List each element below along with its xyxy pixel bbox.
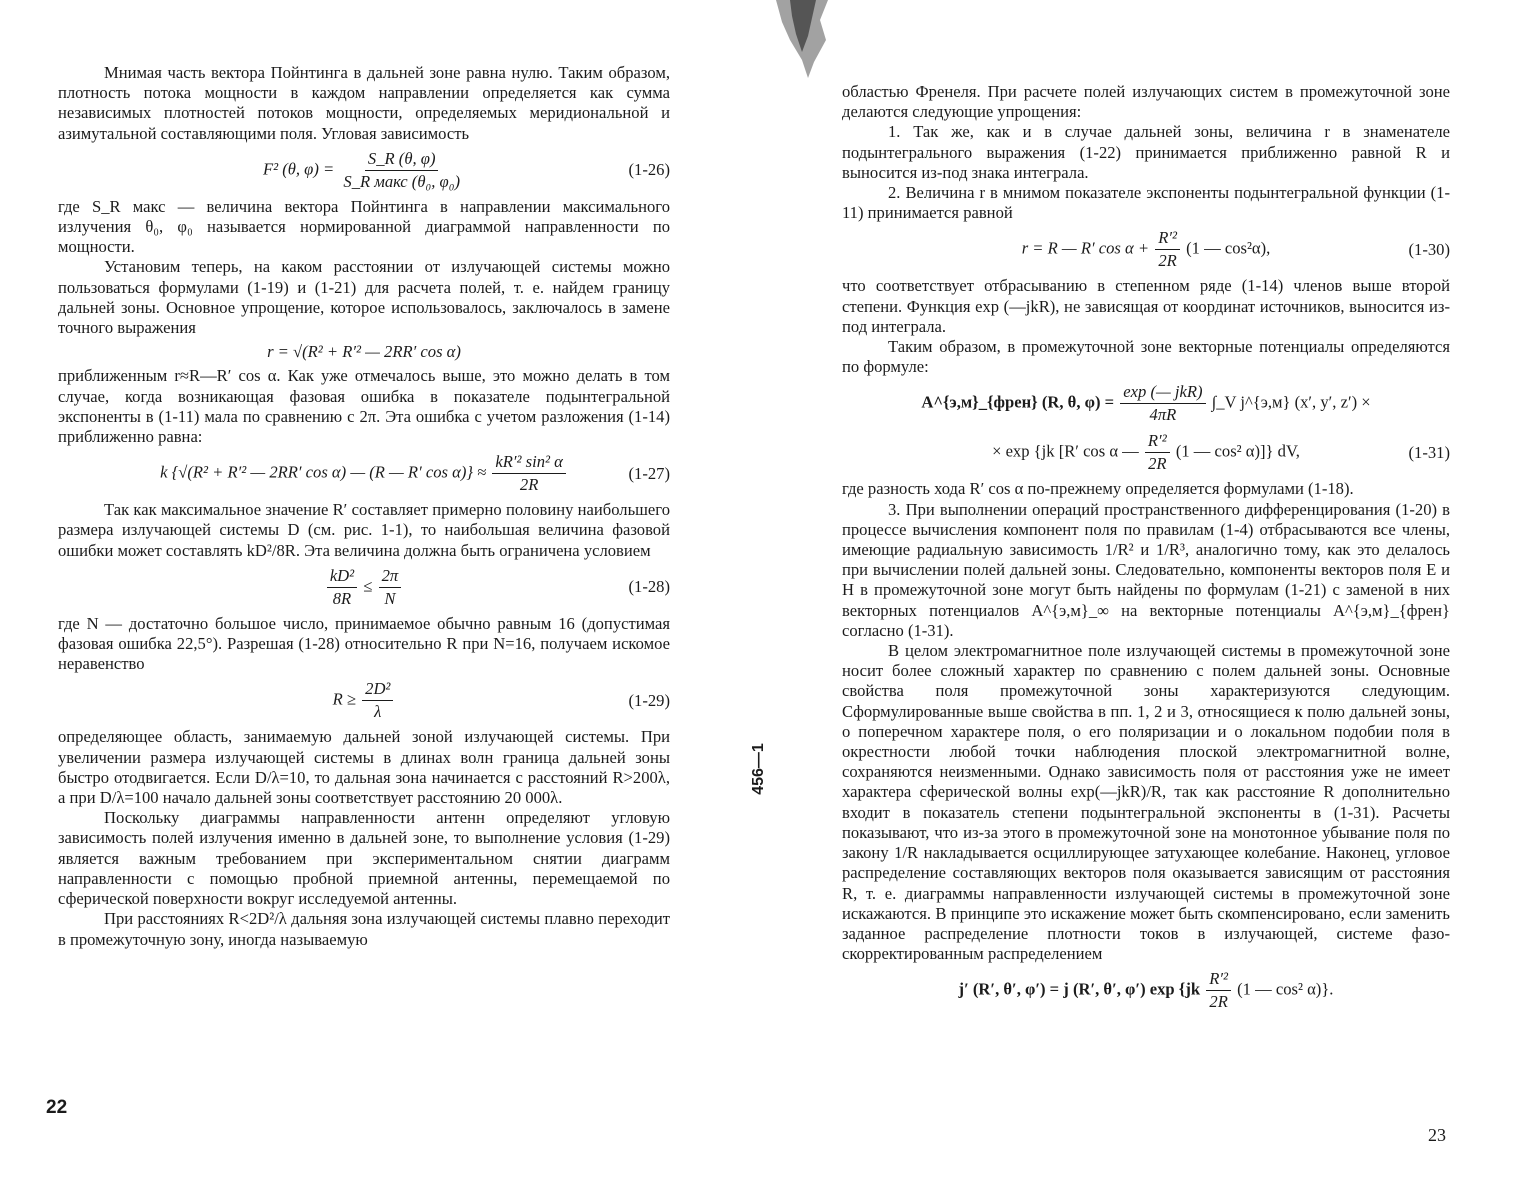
equation-1-31-line-2: × exp {jk [R′ cos α — $\frac{\text{R′²}}{2R}$ (1 — cos² α)]} dV, (1-31) [992, 431, 1450, 474]
page-number-right: 23 [1428, 1125, 1446, 1145]
paragraph: где N — достаточно большое число, принимаемое обычно равным 16 (допустимая фазовая ошибка 22,5°). Разрешая (1-28) относительно R при N=16, получаем искомое неравенство [58, 613, 670, 674]
paragraph: что соответствует отбрасыванию в степенном ряде (1-14) членов выше второй степени. Функция exp (—jkR), не зависящая от координат источников, выносится из-под интеграла. [842, 276, 1450, 336]
paragraph: приближенным r≈R—R′ cos α. Как уже отмечалось выше, это можно делать в том случае, когда возникающая фазовая ошибка в показателе подынтегральной экспоненты в (1-11) мала по сравнению с 2π. Эта ошибка с учетом разложения (1-14) приближенно равна: [58, 366, 670, 447]
paragraph: 3. При выполнении операций пространственного дифференцирования (1-20) в процессе вычисления компонент поля по правилам (1-4) отбрасываются все члены, имеющие радиальную зависимость 1/R² и 1/R³, аналогично тому, как это делалось при вычислении полей дальней зоны. Следовательно, компоненты векторов поля E и H в промежуточной зоне могут быть найдены по формулам (1-21) с заменой в них векторных потенциалов A^{э,м}_∞ на векторные потенциалы A^{э,м}_{френ} согласно (1-31). [842, 499, 1450, 640]
paragraph: Таким образом, в промежуточной зоне векторные потенциалы определяются по формуле: [842, 337, 1450, 377]
page-number-left: 22 [46, 1097, 68, 1118]
equation-number: (1-26) [628, 160, 670, 180]
right-page [760, 0, 1534, 1200]
right-text-column [842, 82, 1450, 1017]
paragraph: 1. Так же, как и в случае дальней зоны, величина r в знаменателе подынтегрального выражения (1-22) принимается приближенно равной R и выносится из-под знака интеграла. [842, 122, 1450, 182]
equation-1-31-line-1: A^{э,м}_{френ} (R, θ, φ) = $\frac{\text{exp (— jkR)}}{4\pi R}$ ∫_V j^{э,м} (x′, y′, z′) × [921, 382, 1371, 425]
equation-1-29: R ≥ $\frac{\text{2D²}}{\lambda}$ (1-29) [332, 679, 670, 722]
paragraph: где разность хода R′ cos α по-прежнему определяется формулами (1-18). [842, 479, 1354, 499]
paragraph: Так как максимальное значение R′ составляет примерно половину наибольшего размера излучающей системы D (см. рис. 1-1), то наибольшая величина фазовой ошибки может составлять kD²/8R. Эта величина должна быть ограничена условием [58, 500, 670, 560]
paragraph: Поскольку диаграммы направленности антенн определяют угловую зависимость полей излучения именно в дальней зоне, то выполнение условия (1-29) является важным требованием при экспериментальном снятии диаграмм направленности с помощью пробной приемной антенны, перемещаемой по сферической поверхности вокруг исследуемой антенны. [58, 808, 670, 909]
paragraph: В целом электромагнитное поле излучающей системы в промежуточной зоне носит более сложный характер по сравнению с полем дальней зоны. Основные свойства поля промежуточной зоны характеризуются следующим. Сформулированные выше свойства в пп. 1, 2 и 3, относящиеся к полю дальней зоны, о поперечном характере поля, о его поляризации и о локальном подобии поля в окрестности любой точки наблюдения плоской электромагнитной волне, сохраняются неизменными. Однако зависимость поля от расстояния уже не имеет характера сферической волны exp(—jkR)/R, так как расстояние R дополнительно входит в показатель степени подынтегральной экспоненты в (1-31). Расчеты показывают, что из-за этого в промежуточной зоне на монотонное убывание поля по закону 1/R накладывается осциллирующее затухающее колебание. Наконец, угловое распределение составляющих векторов поля оказывается зависящим от расстояния R, т. е. диаграммы направленности излучающей системы в промежуточной зоне искажаются. В принципе это искажение может быть скомпенсировано, если заменить заданное распределение плотности токов в излучающей, системе фазо-скорректированным распределением [842, 641, 1450, 964]
paragraph: Мнимая часть вектора Пойнтинга в дальней зоне равна нулю. Таким образом, плотность потока мощности в каждом направлении определяется как сумма независимых плотностей потоков мощности, определяемых меридиональной и азимутальной составляющими поля. Угловая зависимость [58, 63, 670, 143]
equation-number: (1-30) [1408, 239, 1450, 259]
equation-number: (1-28) [628, 577, 670, 597]
left-text-column [58, 63, 670, 950]
equation-1-27: k {√(R² + R′² — 2RR′ cos α) — (R — R′ cos α)} ≈ $\frac{\text{kR′² sin² α}}{2R}$ (1-27) [160, 452, 670, 495]
equation-1-26: F² (θ, φ) = $\frac{S\_R (\theta, \varphi)}{\text{S\_R макс (θ₀, φ₀)}}$ (1-26) [262, 148, 670, 191]
paragraph: определяющее область, занимаемую дальней зоной излучающей системы. При увеличении размера излучающей системы в длинах волн граница дальней зоны быстро отодвигается. Если D/λ=10, то дальная зона начинается с расстояний R>200λ, а при D/λ=100 начало дальней зоны соответствует расстоянию 20 000λ. [58, 727, 670, 808]
paragraph: Установим теперь, на каком расстоянии от излучающей системы можно пользоваться формулами (1-19) и (1-21) для расчета полей, т. е. найдем границу дальней зоны. Основное упрощение, которое использовалось, заключалось в замене точного выражения [58, 257, 670, 338]
paragraph: областью Френеля. При расчете полей излучающих систем в промежуточной зоне делаются следующие упрощения: [842, 82, 1450, 122]
equation-number: (1-31) [1408, 442, 1450, 462]
gutter-signature-mark: 456—1 [749, 743, 767, 795]
equation-phase-corrected: j′ (R′, θ′, φ′) = j (R′, θ′, φ′) exp {jk $\frac{\text{R′²}}{2R}$ (1 — cos² α)}. [958, 969, 1334, 1012]
equation-1-28: $\frac{\text{kD²}}{8R}$ ≤ $\frac{2\pi}{N}$ (1-28) [58, 565, 670, 610]
paragraph: 2. Величина r в мнимом показателе экспоненты подынтегральной функции (1-11) принимается равной [842, 183, 1450, 223]
equation-r: r = √(R² + R′² — 2RR′ cos α) [267, 342, 461, 362]
left-page [0, 0, 730, 1200]
paragraph: При расстояниях R<2D²/λ дальняя зона излучающей системы плавно переходит в промежуточную зону, иногда называемую [58, 909, 670, 949]
paragraph: где S_R макс — величина вектора Пойнтинга в направлении максимального излучения θ₀, φ₀ называется нормированной диаграммой направленности по мощности. [58, 196, 670, 257]
equation-number: (1-27) [628, 463, 670, 483]
equation-number: (1-29) [628, 690, 670, 710]
equation-1-30: r = R — R′ cos α + $\frac{\text{R′²}}{2R}$ (1 — cos²α), (1-30) [1021, 228, 1450, 271]
